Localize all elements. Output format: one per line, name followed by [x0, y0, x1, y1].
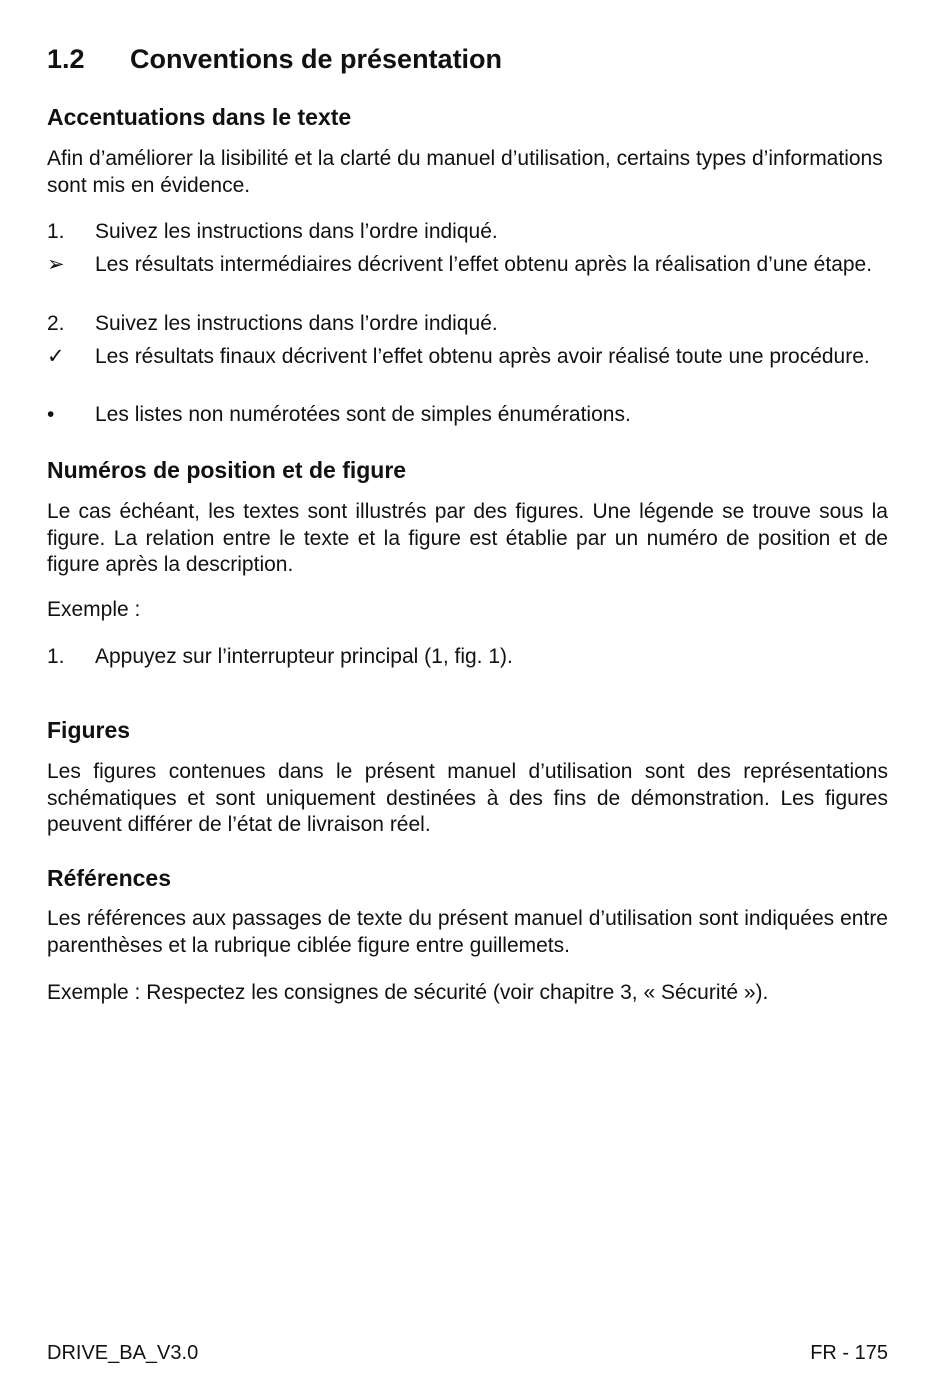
bullet-icon: •: [47, 403, 55, 426]
section-intro-text: Afin d’améliorer la lisibilité et la clarté du manuel d’utilisation, certains types d’informations sont mis en évidence.: [47, 147, 883, 197]
example-label: Exemple :: [47, 598, 141, 621]
list-item-text: Suivez les instructions dans l’ordre indiqué.: [95, 220, 498, 243]
list-item-text: Les résultats finaux décrivent l’effet obtenu après avoir réalisé toute une procédure.: [95, 345, 870, 368]
page-number: FR - 175: [810, 1342, 888, 1364]
list-item: [47, 311, 888, 338]
chapter-heading: [47, 44, 502, 75]
section-heading-figures: Figures: [47, 717, 131, 743]
section-heading-references: Références: [47, 865, 172, 891]
section-body-text: Les figures contenues dans le présent manuel d’utilisation sont des représentations schématiques et sont uniquement destinées à des fins de démonstration. Les figures peuvent différer de l’état de livraison réel.: [47, 760, 888, 836]
list-number: 2.: [47, 312, 65, 335]
list-number: 1.: [47, 645, 65, 668]
chapter-number: 1.2: [47, 44, 85, 74]
list-item: [47, 252, 888, 279]
page-footer: [47, 1342, 888, 1365]
document-version: DRIVE_BA_V3.0: [47, 1342, 199, 1364]
section-body-text: Les références aux passages de texte du présent manuel d’utilisation sont indiquées entre parenthèses et la rubrique ciblée figure entre guillemets.: [47, 907, 888, 957]
list-number: 1.: [47, 220, 65, 243]
list-item: [47, 644, 888, 671]
section-heading-accentuations: Accentuations dans le texte: [47, 104, 352, 130]
section-body-text: Le cas échéant, les textes sont illustrés par des figures. Une légende se trouve sous la figure. La relation entre le texte et la figure est établie par un numéro de position et de figure après la description.: [47, 500, 888, 576]
list-item-text: Suivez les instructions dans l’ordre indiqué.: [95, 312, 498, 335]
list-item-text: Appuyez sur l’interrupteur principal (1, fig. 1).: [95, 645, 513, 668]
reference-example: Exemple : Respectez les consignes de sécurité (voir chapitre 3, « Sécurité »).: [47, 981, 769, 1004]
list-item: [47, 402, 888, 429]
arrow-icon: ➢: [47, 253, 65, 276]
list-item: [47, 219, 888, 246]
list-item-text: Les résultats intermédiaires décrivent l’effet obtenu après la réalisation d’une étape.: [95, 253, 873, 276]
list-item: [47, 344, 888, 371]
list-item-text: Les listes non numérotées sont de simples énumérations.: [95, 403, 631, 426]
chapter-title: Conventions de présentation: [130, 44, 503, 74]
section-heading-numeros: Numéros de position et de figure: [47, 457, 407, 483]
checkmark-icon: ✓: [47, 345, 65, 368]
